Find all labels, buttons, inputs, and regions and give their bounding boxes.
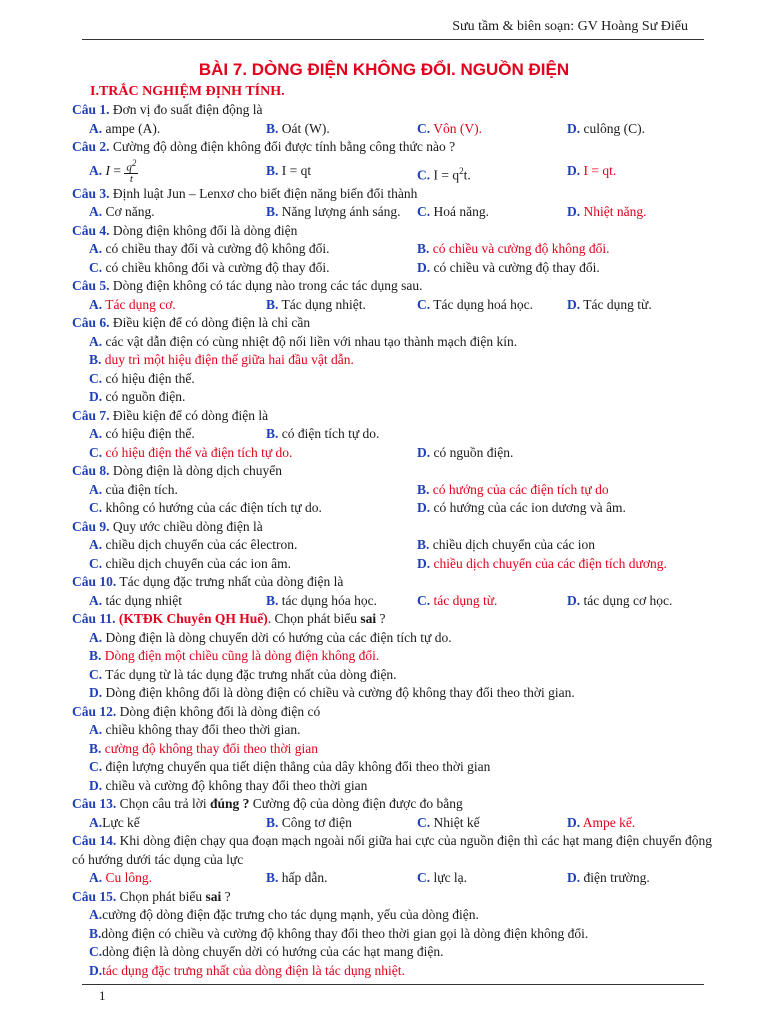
page-title: BÀI 7. DÒNG ĐIỆN KHÔNG ĐỔI. NGUỒN ĐIỆN (198, 60, 570, 79)
option-a: A. Cơ năng. (89, 204, 155, 219)
option-d: D. Dòng điện không đổi là dòng điện có chiều và cường độ không thay đổi theo thời gian. (89, 685, 575, 700)
option-c: C. có hiệu điện thế. (89, 370, 195, 386)
option-a: A. ampe (A). (89, 120, 161, 136)
options-row (72, 120, 712, 139)
option-d: D. tác dụng cơ học. (567, 592, 673, 608)
option-c: C. Hoá năng. (417, 204, 489, 219)
question-stem: Dòng điện không có tác dụng nào trong các tác dụng sau. (109, 278, 423, 293)
question-stem: Dòng điện không đổi là dòng điện có (116, 703, 321, 719)
question-1 (72, 101, 712, 120)
option-d: D. Tác dụng từ. (567, 296, 652, 312)
option-c: C. Nhiệt kế (417, 814, 480, 830)
page-number: 1 (99, 988, 106, 1003)
question-number: Câu 3. (72, 185, 110, 201)
question-number: Câu 1. (72, 102, 110, 117)
question-10 (72, 573, 712, 592)
option-b-answer: B. Dòng điện một chiều cũng là dòng điện không đổi. (89, 648, 380, 663)
options-row (72, 444, 712, 463)
question-2 (72, 138, 712, 157)
question-stem: Cường độ dòng điện không đổi được tính bằng công thức nào ? (109, 139, 456, 154)
options-row (72, 296, 712, 315)
option-d-answer: D. I = qt. (567, 162, 617, 178)
options-row (72, 240, 712, 259)
question-9 (72, 518, 712, 537)
option-c: C. lực lạ. (417, 870, 468, 885)
question-3 (72, 185, 712, 204)
option-a: A. các vật dẫn điện có cùng nhiệt độ nối liền với nhau tạo thành mạch điện kín. (89, 333, 518, 349)
question-number: Câu 7. (72, 407, 110, 423)
question-stem: Đơn vị đo suất điện động là (109, 102, 263, 117)
option-b: B. tác dụng hóa học. (266, 592, 377, 608)
question-12 (72, 703, 712, 722)
question-number: Câu 15. (72, 888, 117, 904)
option-a: A.cường độ dòng điện đặc trưng cho tác dụng mạnh, yếu của dòng điện. (89, 907, 479, 922)
fraction-formula: $\frac{q^2}{t}$ (126, 157, 137, 186)
question-11: Câu 11. (KTĐK Chuyên QH Huế). Chọn phát biểu sai ? (72, 611, 386, 626)
option-a-answer: A. Cu lông. (89, 870, 153, 885)
option-c: C. điện lượng chuyển qua tiết diện thẳng của dây không đổi theo thời gian (89, 759, 491, 774)
option-b: B. hấp dẫn. (266, 870, 328, 885)
question-8 (72, 462, 712, 481)
option-d: D. culông (C). (567, 120, 645, 136)
question-number: Câu 4. (72, 222, 110, 238)
option-b: B. Năng lượng ánh sáng. (266, 204, 401, 219)
question-number: Câu 6. (72, 315, 110, 330)
option-b: B. có điện tích tự do. (266, 426, 380, 441)
question-number: Câu 5. (72, 278, 110, 293)
question-number: Câu 2. (72, 139, 110, 154)
option-c: C.dòng điện là dòng chuyển dời có hướng của các hạt mang điện. (89, 944, 444, 959)
option-c-answer: C. tác dụng từ. (417, 592, 498, 608)
question-stem: Định luật Jun – Lenxơ cho biết điện năng biến đổi thành (109, 185, 418, 201)
options-row (72, 481, 712, 500)
question-source: (KTĐK Chuyên QH Huế) (118, 611, 268, 626)
option-d: D. chiều và cường độ không thay đổi theo thời gian (89, 777, 368, 793)
option-a: A. I = $\frac{q^2}{t}$ (89, 157, 137, 186)
option-a: A. có chiều thay đổi và cường độ không đổi. (89, 241, 330, 256)
option-b: B.dòng điện có chiều và cường độ không thay đổi theo thời gian gọi là dòng điện không đổi. (89, 925, 589, 941)
option-b: B. Tác dụng nhiệt. (266, 296, 366, 312)
option-d: D. có chiều và cường độ thay đổi. (417, 259, 600, 275)
options-row (72, 592, 712, 611)
option-b-answer: B. cường độ không thay đổi theo thời gian (89, 740, 318, 756)
option-c-answer: C. có hiệu điện thế và điện tích tự do. (89, 444, 293, 460)
option-c-answer: C. Vôn (V). (417, 120, 483, 136)
options-row (72, 157, 712, 185)
question-list (72, 101, 712, 980)
question-stem: Tác dụng đặc trưng nhất của dòng điện là (116, 574, 344, 589)
question-stem: Điều kiện để có dòng điện là (109, 407, 269, 423)
page-header: Sưu tầm & biên soạn: GV Hoàng Sư Điểu (452, 19, 688, 34)
option-a: A. chiều không thay đổi theo thời gian. (89, 722, 301, 737)
question-4 (72, 222, 712, 241)
options-row (72, 536, 712, 555)
options-row (72, 814, 712, 833)
option-c: C. Tác dụng hoá học. (417, 296, 533, 312)
option-a: A. của điện tích. (89, 481, 178, 497)
question-stem: Dòng điện không đổi là dòng điện (109, 222, 298, 238)
option-a: A. tác dụng nhiệt (89, 592, 182, 608)
option-d-answer: D. chiều dịch chuyển của các điện tích dương. (417, 555, 667, 571)
option-c: C. có chiều không đổi và cường độ thay đổi. (89, 259, 330, 275)
options-row (72, 425, 712, 444)
question-stem: Quy ước chiều dòng điện là (109, 518, 263, 534)
question-number: Câu 12. (72, 703, 117, 719)
option-b: B. Oát (W). (266, 120, 330, 136)
option-d: D. có nguồn điện. (89, 389, 186, 404)
question-stem: Dòng điện là dòng dịch chuyển (109, 463, 282, 478)
question-15: Câu 15. Chọn phát biểu sai ? (72, 888, 231, 904)
option-c: C. không có hướng của các điện tích tự do. (89, 500, 322, 515)
option-a-answer: A. Tác dụng cơ. (89, 296, 176, 312)
options-row (72, 499, 712, 518)
options-row (72, 203, 712, 222)
option-c: C. chiều dịch chuyển của các ion âm. (89, 555, 292, 571)
option-b: B. Công tơ điện (266, 814, 352, 830)
question-stem: Điều kiện để có dòng điện là chỉ cần (109, 315, 311, 330)
option-d-answer: D. Nhiệt năng. (567, 204, 647, 219)
question-14 (72, 832, 712, 869)
option-c: C. Tác dụng từ là tác dụng đặc trưng nhất của dòng điện. (89, 666, 397, 682)
question-number: Câu 10. (72, 574, 117, 589)
option-b-answer: B. có hướng của các điện tích tự do (417, 481, 609, 497)
option-d-answer: D.tác dụng đặc trưng nhất của dòng điện là tác dụng nhiệt. (89, 962, 405, 978)
option-d: D. có nguồn điện. (417, 444, 514, 460)
options-row (72, 555, 712, 574)
question-number: Câu 8. (72, 463, 110, 478)
option-d-answer: D. Ampe kế. (567, 814, 636, 830)
question-stem: Khi dòng điện chạy qua đoạn mạch ngoài nối giữa hai cực của nguồn điện thì các hạt mang điện chuyển động có hướng dưới tác dụng của lực (72, 833, 712, 867)
question-6 (72, 314, 712, 333)
option-b: B. chiều dịch chuyển của các ion (417, 537, 596, 552)
option-b-answer: B. có chiều và cường độ không đổi. (417, 241, 610, 256)
question-7 (72, 407, 712, 426)
options-row (72, 259, 712, 278)
option-c: C. $I = q^2t$. (417, 165, 471, 182)
question-number: Câu 14. (72, 833, 117, 848)
section-heading: I.TRẮC NGHIỆM ĐỊNH TÍNH. (90, 84, 285, 99)
options-row (72, 869, 712, 888)
option-d: D. có hướng của các ion dương và âm. (417, 500, 626, 515)
footer-rule (82, 984, 704, 985)
question-5 (72, 277, 712, 296)
option-a: A. có hiệu điện thế. (89, 426, 195, 441)
option-a: A. Dòng điện là dòng chuyển dời có hướng của các điện tích tự do. (89, 629, 452, 645)
header-rule (82, 39, 704, 40)
question-number: Câu 13. (72, 796, 117, 811)
option-b-answer: B. duy trì một hiệu điện thế giữa hai đầu vật dẫn. (89, 352, 354, 367)
question-13: Câu 13. Chọn câu trả lời đúng ? Cường độ của dòng điện được đo bằng (72, 796, 463, 811)
option-d: D. điện trường. (567, 870, 650, 885)
question-number: Câu 11. (72, 611, 116, 626)
option-b: B. I = qt (266, 162, 312, 178)
option-a: A.Lực kế (89, 814, 140, 830)
question-number: Câu 9. (72, 518, 110, 534)
option-a: A. chiều dịch chuyển của các êlectron. (89, 537, 298, 552)
